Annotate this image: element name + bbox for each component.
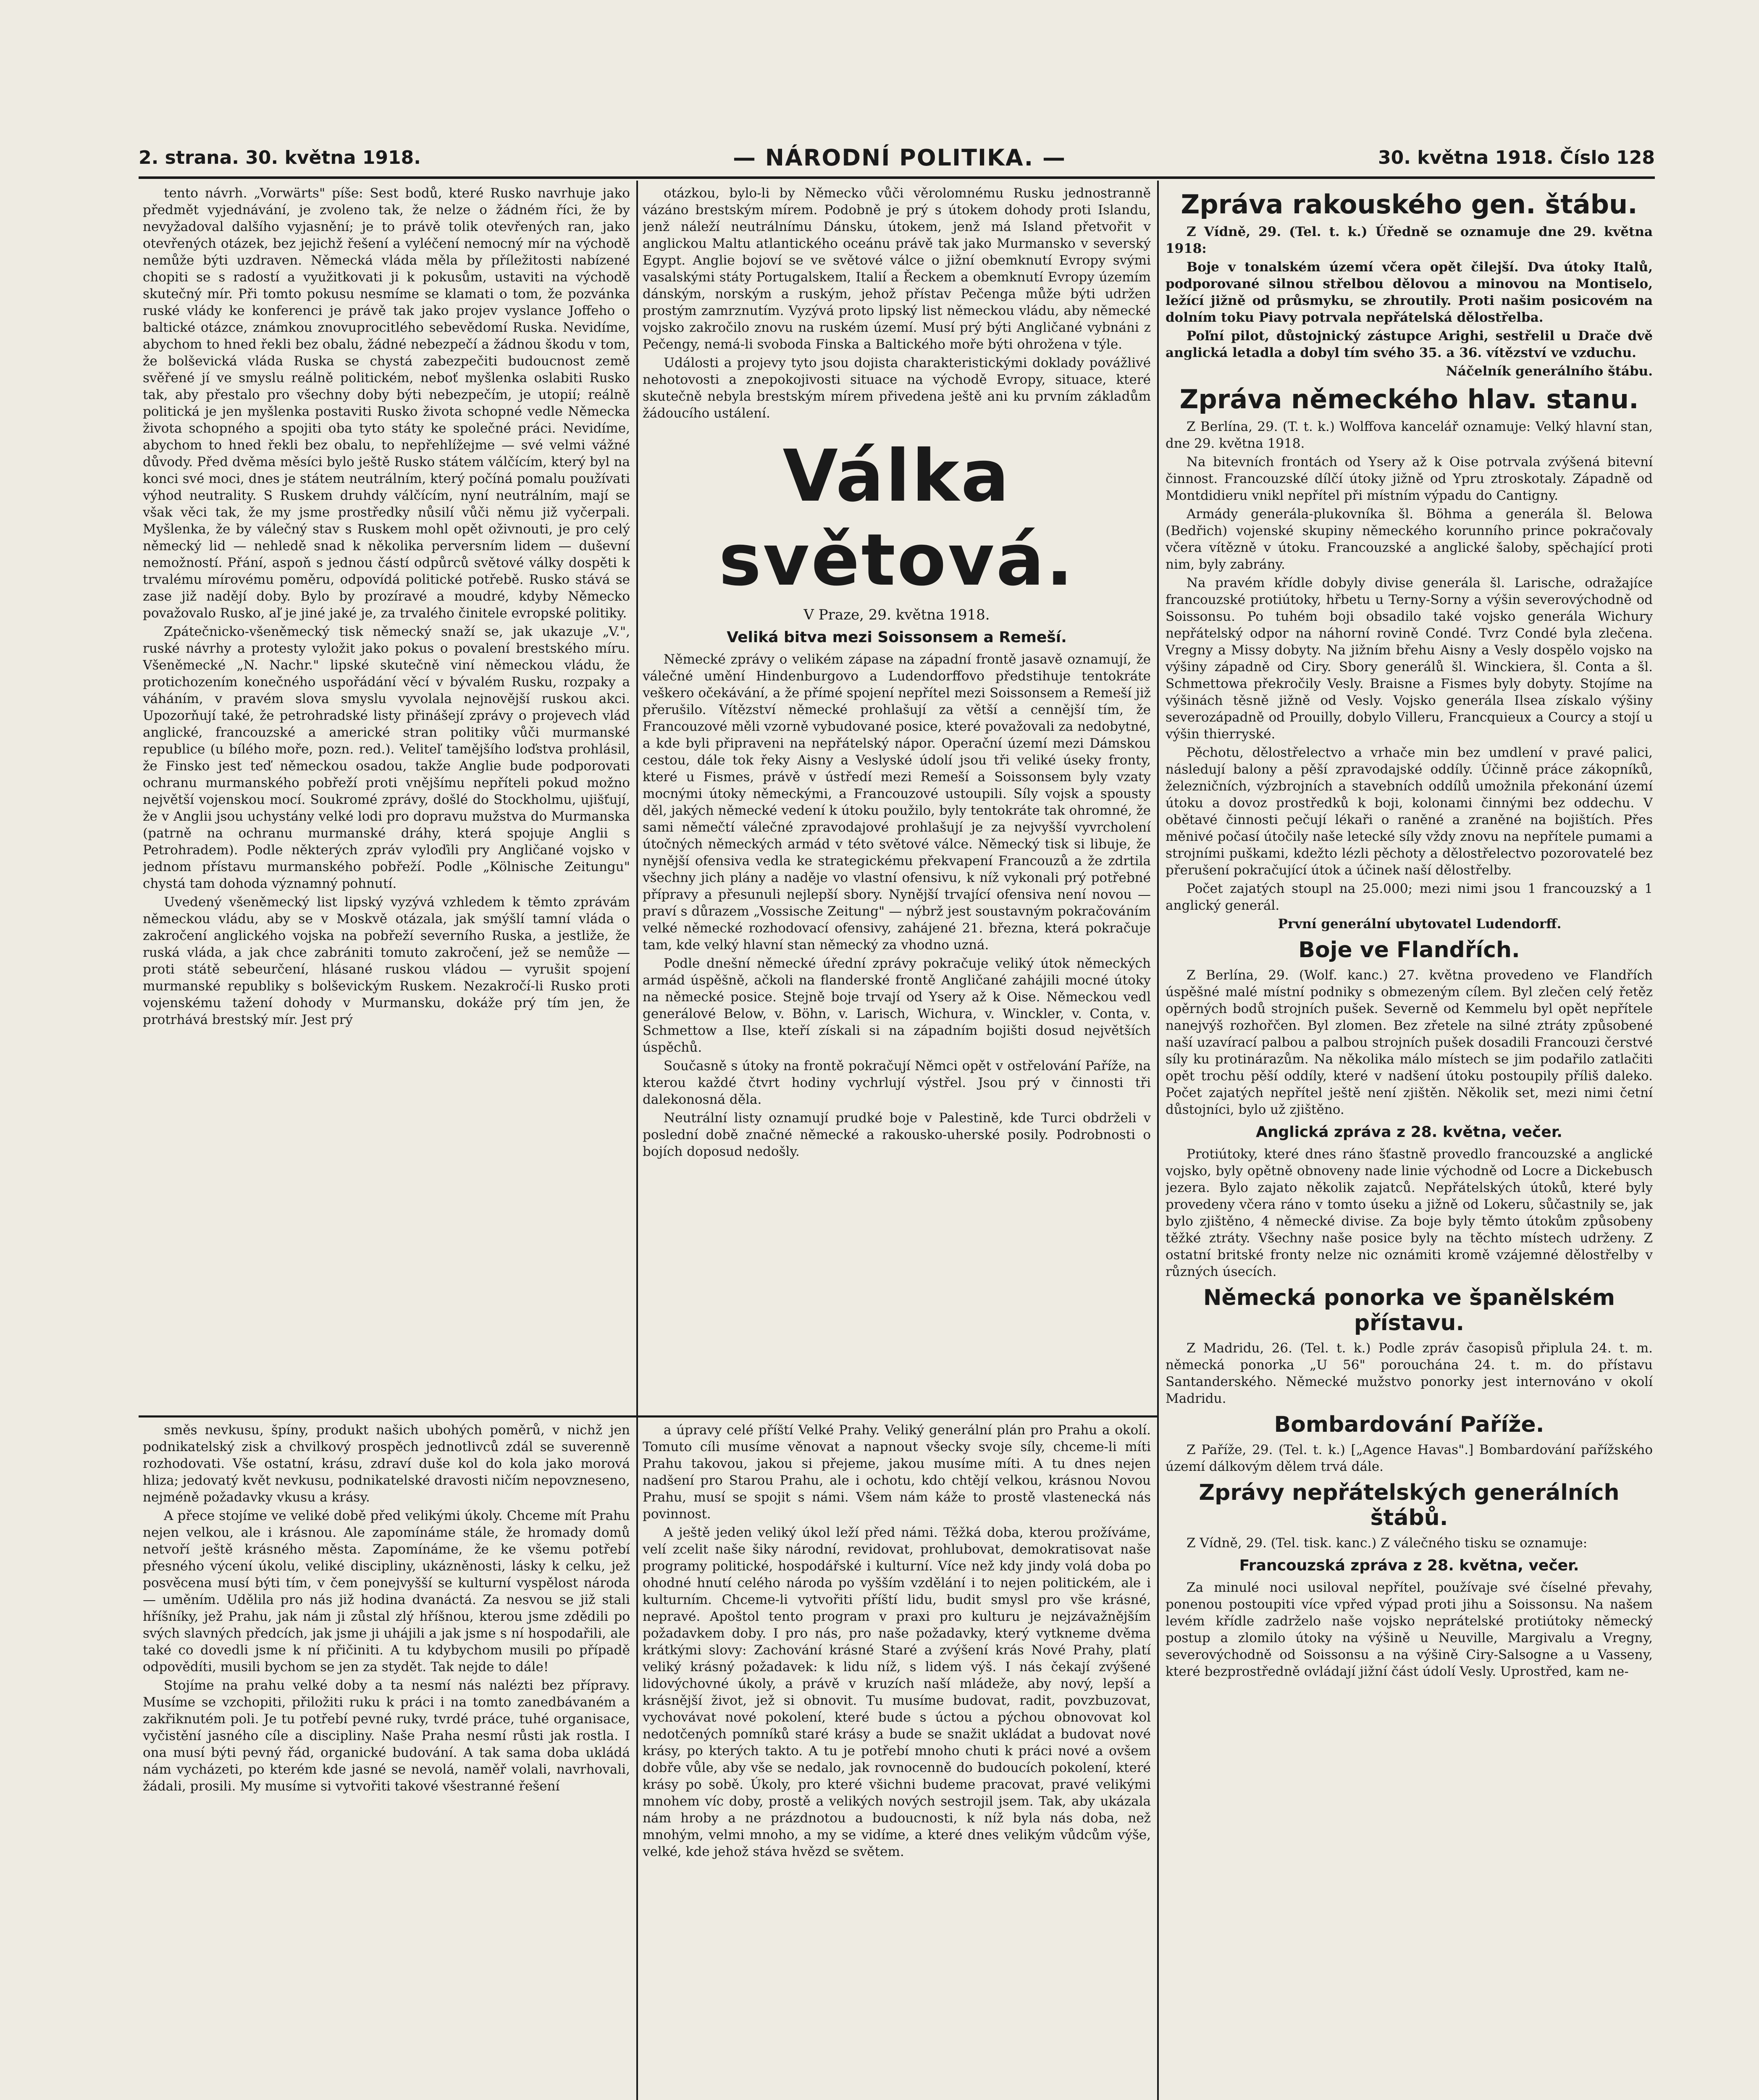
article-paragraph: A přece stojíme ve veliké době před velikými úkoly. Chceme mít Prahu nejen velkou, ale i krásnou. Ale zapomínáme stále, že hromady domů netvoří ještě krásného města. Zapomínáme, že ke všemu potřebí přesného výcení úkolu, veliké discipliny, ukázněnosti, lásky k celku, jež posvěcena musí býti tím, v čem ponejvyšší se kulturní vyspělost národa — uměním. Udělila pro nás již hodina dvanáctá. Za nesvou se již stali hříšníky, jež Prahu, jak nám ji zůstal zlý hříšnou, kterou jsme zdědili po svých slavných předcích, jak jsme ji uhájili a jak jsme s ní hospodařili, ale také co dovedli jsme k ní přičiniti. A tu kdybychom musili po případě odpovědíti, musili bychom se jen za stydět. Tak nejde to dále! — [143, 1508, 630, 1675]
heading-flanders: Boje ve Flandřích. — [1298, 937, 1520, 963]
heading-paris-bombardment: Bombardování Paříže. — [1274, 1412, 1544, 1437]
masthead-rule — [139, 176, 1655, 179]
masthead — [139, 139, 1655, 176]
war-section-title: Válka světová. — [719, 435, 1075, 602]
article-paragraph: otázkou, bylo-li by Německo vůči věrolomnému Rusku jednostranně vázáno brestským mírem. Podobně je prý s útokem dohody proti Islandu, jenž náleží neutrálnímu Dánsku, útokem, jenž má Island přetvořit v anglickou Maltu atlantického oceánu právě tak jako Murmansko v severský Egypt. Anglie bojoví se ve světové válce o jižní obemknutí Evropy svými vasalskými státy Portugalskem, Italií a Řeckem a obemknutí Evropy územím dánským, norským a ruským, jehož přístav Pečenga může býti udržen prostým zamrznutím. Vyzývá proto lipský list německou vládu, aby německé vojsko zakročilo znovu na ruském území. Musí prý býti Angličané vybnáni z Pečengy, nemá-li svoboda Finska a Baltického moře býti ohrožena v týle. — [643, 186, 1151, 352]
article-paragraph: Z Madridu, 26. (Tel. t. k.) Podle zpráv časopisů připlula 24. t. m. německá ponorka „U 56" porouchána 24. t. m. do přístavu Santanderského. Německé mužstvo ponorky jest internováno v okolí Madridu. — [1166, 1341, 1653, 1406]
section-divider — [139, 1415, 1157, 1418]
column-divider-1 — [636, 181, 638, 2100]
war-dateline: V Praze, 29. května 1918. — [803, 606, 990, 623]
article-paragraph: Z Berlína, 29. (T. t. k.) Wolffova kancelář oznamuje: Velký hlavní stan, dne 29. května 1918. — [1166, 419, 1653, 451]
heading-submarine: Německá ponorka ve španělském přístavu. — [1203, 1285, 1615, 1336]
article-paragraph: Zpátečnicko-všeněmecký tisk německý snaží se, jak ukazuje „V.", ruské návrhy a protesty vyložit jako pokus o povalení brestského míru. Všeněmecké „N. Nachr." lipské skutečně viní německou vládu, že protichozením konečného uspořádání věcí v bývalém Rusku, rozpaky a váháním, v pravém slova smyslu vyvolala nejnovější ruskou akci. Upozorňují také, že petrohradské listy přinášejí zprávy o projevech vlád anglické, francouzské a americké stran politiky vůči murmanské republice (u bílého moře, pozn. red.). Veliteľ tamějšího loďstva prohlásil, že Finsko jest teď německou osadou, takže Anglie bude podporovati ochranu murmanského pobřeží proti vnějšímu nepříteli pokud možno největší vojenskou mocí. Soukromé zprávy, došlé do Stockholmu, ujišťují, že v Anglii jsou uchystány velké lodi pro dopravu mužstva do Murmanska (patrně na ochranu murmanské dráhy, která spojuje Anglii s Petrohradem). Podle některých zpráv vyloďili pry Angličané vojsko v jednom přístavu murmanského pobřeží. Podle „Kölnische Zeitungu" chystá tam dohoda významný pohnutí. — [143, 624, 630, 891]
article-paragraph: Počet zajatých stoupl na 25.000; mezi nimi jsou 1 francouzský a 1 anglický generál. — [1166, 881, 1653, 913]
column-2-top — [643, 185, 1151, 1411]
article-paragraph: Z Berlína, 29. (Wolf. kanc.) 27. května provedeno ve Flandřích úspěšné malé místní podniky s obmezeným cílem. Byl zlečen celý řetěz opěrných bodů strojních pušek. Severně od Kemmelu byl opět nepřítele nanejvýš rozhořčen. Byl zlomen. Bez zřetele na silné ztráty způsobené naší uzavírací palbou a palbou strojních pušek dosadili Francouzi čerstvé síly ku protinárazům. Na několika málo místech se jim podařilo zatlačiti opět trochu pěší oddíly, které v nadšení útoku postoupily příliš daleko. Počet zajatých nepřítel ještě není zjištěn. Několik set, mezi nimi četní důstojníci, bylo už zjištěno. — [1166, 968, 1653, 1117]
article-paragraph: směs nevkusu, špíny, produkt našich ubohých poměrů, v nichž jen podnikatelský zisk a chvilkový prospěch jednotlivců zdál se suverenně rozhodovati. Vše ostatní, krásu, zdraví duše kol do kola jako morová hliza; jedovatý květ nevkusu, podnikatelské dravosti ničím nepovzneseno, nejméně požadavky vkusu a krásy. — [143, 1423, 630, 1505]
article-paragraph: Události a projevy tyto jsou dojista charakteristickými doklady povážlivé nehotovosti a znepokojivosti situace na východě Evropy, situace, které skutečně nebyla brestským mírem přivedena ještě ani ku prvním základům žádoucího ustálení. — [643, 355, 1151, 421]
masthead-date-right: 30. května 1918. Číslo 128 — [1378, 147, 1655, 168]
article-paragraph: Pěchotu, dělostřelectvo a vrhače min bez umdlení v pravé palici, následují balony a pěší zpravodajské oddíly. Účinně práce zákopníků, železničních, výzbrojních a stavebních oddílů umožnila překonání území útoku a dovoz prostředků k boji, kolonami činnými bez oddechu. V obětavé činnosti pečují lékaři o raněné a zraněné na bojištích. Přes měnivé počasí útočily naše letecké síly vždy znovu na nepřítele pumami a strojními puškami, kdežto lézli pěchoty a dělostřelectvo pozorovatelé bez přerušení pokračující útok a účinek naší dělostřelby. — [1166, 745, 1653, 878]
article-paragraph: Boje v tonalském území včera opět čilejší. Dva útoky Italů, podporované silnou střelbou dělovou a minovou na Montiselo, ležící jižně od průsmyku, se zhroutily. Proti našim posicovém na dolním toku Piavy potrvala nepřátelská dělostřelba. — [1166, 260, 1653, 325]
article-paragraph: Z Vídně, 29. (Tel. tisk. kanc.) Z válečného tisku se oznamuje: — [1187, 1536, 1588, 1551]
article-paragraph: a úpravy celé příští Velké Prahy. Veliký generální plán pro Prahu a okolí. Tomuto cíli musíme věnovat a napnout všecky svoje síly, chceme-li míti Prahu takovou, jakou si přejeme, jakou musíme míti. A tu dnes nejen nadšení pro Starou Prahu, ale i ochotu, kdo chtějí velkou, krásnou Novou Prahu, musí se spojit s námi. Všem nám káže to prostě vlastenecká nás povinnost. — [643, 1423, 1151, 1522]
article-paragraph: Poľní pilot, důstojnický zástupce Arighi, sestřelil u Drače dvě anglická letadla a dobyl tím svého 35. a 36. vítězství ve vzduchu. — [1166, 328, 1653, 360]
article-paragraph: Protiútoky, které dnes ráno šťastně provedlo francouzské a anglické vojsko, byly opětně obnoveny nade linie východně od Locre a Dickebusch jezera. Bylo zajato několik zajatců. Nepřátelských útoků, které byly provedeny včera ráno v tomto úseku a jižně od Lokeru, sůčastnily se, jak bylo zjištěno, 4 německé divise. Za boje byly těmto útokům způsobeny těžké ztráty. Všechny naše posice byly na těchto místech udrženy. Z ostatní britské fronty nelze nic oznámiti kromě vzájemné dělostřelby v různých úsecích. — [1166, 1147, 1653, 1279]
heading-enemy-staffs: Zprávy nepřátelských generálních štábů. — [1199, 1480, 1620, 1530]
article-paragraph: Z Vídně, 29. (Tel. t. k.) Úředně se oznamuje dne 29. května 1918: — [1166, 224, 1653, 256]
signature: Náčelník generálního štábu. — [1446, 364, 1653, 379]
article-paragraph: Podle dnešní německé úřední zprávy pokračuje veliký útok německých armád úspěšně, ačkoli na flanderské frontě Angličané zahájili mocné útoky na německé posice. Stejně boje trvají od Ysery až k Oise. Německou vedl generálové Below, v. Böhn, v. Larisch, Wichura, v. Winckler, v. Conta, v. Schmettow a Ilse, kteří získali si na západním bojišti dosud největších úspěchů. — [643, 956, 1151, 1055]
article-paragraph: Současně s útoky na frontě pokračují Němci opět v ostřelování Paříže, na kterou každé čtvrt hodiny vychrlují výstřel. Jsou prý v činnosti tři dalekonosná děla. — [643, 1058, 1151, 1107]
article-paragraph: Uvedený všeněmecký list lipský vyzývá vzhledem k těmto zprávám německou vládu, aby se v Moskvě otázala, jak smýšlí tamní vláda o zakročení anglického vojska na pobřeží severního Ruska, a jestliže, že ruská vláda, a jak chce zabrániti tomuto zakročení, jež se nemůže — proti státě sebeurčení, hlásané ruskou vládou — vyrušit spojení murmanské republiky s bolševickým Ruskem. Nezakročí-li Rusko proti vojenskému tažení dohody v Murmansku, dokáže prý tím jen, že protrhává brestský mír. Jest prý — [143, 895, 630, 1027]
article-paragraph: Německé zprávy o velikém zápase na západní frontě jasavě oznamují, že válečné umění Hindenburgovo a Ludendorffovo předstihuje tentokráte veškero očekávání, a že přímé spojení nepřítel mezi Soissonsem a Remeší již přerušilo. Vítězství německé prohlašují za větší a cennější tím, že Francouzové měli vzorně vybudované posice, které považovali za nedobytné, a kde byli připraveni na nepřátelský nápor. Operační území mezi Dámskou cestou, dále tok řeky Aisny a Veslyské údolí jsou tři veliké úseky fronty, které u Fismes, právě v ústředí mezi Remeší a Soissonsem byly vzaty mocnými útoky německými, a Francouzové ustoupili. Síly vojsk a spousty děl, jakých německé vedení k útoku použilo, byly tentokráte tak ohromné, že sami němečtí válečné zpravodajové prohlašují je za nejvyšší vyvrcholení útočných německých armád v této světové válce. Německý tisk si libuje, že nynější ofensiva vedla ke strategickému překvapení Francouzů a že zdrtila všechny jich plány a naděje vo vlastní ofensivu, k níž vykonali prý potřebné přípravy a přesunuli nejlepší sbory. Nynější trvající ofensiva není novou — praví s důrazem „Vossische Zeitung" — nýbrž jest soustavným pokračováním velké německé rozhodovací ofensivy, zahájené 21. března, která pokračuje tam, kde velký hlavní stan německý za vhodno uzná. — [643, 652, 1151, 953]
article-paragraph: Stojíme na prahu velké doby a ta nesmí nás nalézti bez přípravy. Musíme se vzchopiti, přiložiti ruku k práci i na tomto zanedbávaném a zakřiknutém poli. Je tu potřebí pevné ruky, tvrdé práce, tuhé organisace, vyčistění jasného cíle a discipliny. Naše Praha nesmí růsti jak rostla. I ona musí býti pevný řád, organické budování. A tak sama doba ukládá nám vycházeti, po kterém kde jasné se nevolá, naměř volali, navrhovali, žádali, prosili. My musíme si vytvořiti takové všestranné řešení — [143, 1678, 630, 1794]
column-1-bottom — [143, 1422, 630, 2100]
article-paragraph: tento návrh. „Vorwärts" píše: Sest bodů, které Rusko navrhuje jako předmět vyjednávání, je zvoleno tak, že nelze o žádném říci, že by nevyžadoval dalšího vyjasnění; je to právě tolik otevřených ran, jako otevřených otázek, bez jejichž řešení a vyléčení nemocný mír na východě nemůže býti uzdraven. Německá vláda měla by příležitosti nabízené chopiti se s radostí a využitkovati ji k pokusům, ustaviti na východě skutečný mír. Při tomto pokusu nesmíme se klamati o tom, že pozvánka ruské vlády ke konferenci je právě tak jako projev vyslance Joffeho o baltické otázce, známkou znovuprocitlého sebevědomí Ruska. Nevidíme, abychom to hned řekli bez obalu, žádné nebezpečí a žádnou škodu v tom, že bolševická vláda Ruska se chystá zabezpečiti budoucnost země svěřené jí ve smyslu reálně politickém, neboť myšlenka oslabiti Rusko tak, aby přestalo pro všechny doby býti nebezpečím, je utopií; reálně politická je jen myšlenka postaviti Rusko života schopné vedle Německa života schopného a spojiti oba tyto státy ke společné práci. Nevidíme, abychom to hned řekli bez obalu, to nepřehlížejme — své velmi vážné důvody. Před dvěma měsíci bylo ještě Rusko státem válčícím, který byl na konci své moci, dnes je státem neutrálním, který počíná pomalu používati výhod neutrality. S Ruskem druhdy válčícím, nyní neutrálním, mají se však věci tak, že my jsme prostředky nůsilí vůči němu již vyčerpali. Myšlenka, že by válečný stav s Ruskem mohl opět oživnouti, je pro celý německý lid — nehledě snad k několika perversním lidem — duševní nemožností. Přání, aspoň s jednou částí odpůrců světové války dospěti k trvalému mírovému poměru, odpovídá politické potřebě. Rusko stává se zase již nadějí doby. Bylo by prozíravé a moudré, kdyby Německo považovalo Rusko, aľ je jiné jaké je, za trvalého činitele evropské politiky. — [143, 186, 630, 621]
article-paragraph: A ještě jeden veliký úkol leží před námi. Těžká doba, kterou prožíváme, velí zcelit naše šiky národní, revidovat, prohlubovat, demokratisovat naše programy politické, hospodářské i kulturní. Více než kdy jindy volá doba po ohodné hnutí celého národa po vyšším vzdělání i to nejen politickém, ale i kulturním. Chceme-li vytvořiti příští lidu, budit smysl pro vše krásné, nepravé. Apoštol tento program v praxi pro kulturu je nejzávažnějším požadavkem doby. I pro nás, pro naše požadavky, který vytkneme dvěma krátkými slovy: Zachování krásné Staré a zvýšení krás Nové Prahy, platí veliký krásný požadavek: k lidu níž, s lidem výš. I nás čekají zvýšené lidovýchovné úkoly, a právě v kruzích naší mládeže, aby nový, lepší a krásnější život, jež si obnovit. Tu musíme budovat, radit, povzbuzovat, vychovávat nové pokolení, které bude s úctou a pýchou obnovovat kol nedotčených pomníků staré krásy a bude se snažit ukládat a budovat nové krásy, po kterých takto. A tu je potřebí mnoho chuti k práci nové a ovšem dobře vůle, aby vše se nedalo, jak rovnocenně do budoucích pokolení, které krásy po sobě. Úkoly, pro které všichni budeme pracovat, pravé velikými mnohem víc doby, prostě a velikých nových sestrojil jsem. Tak, aby ukázala nám hroby a ne prázdnotou a budoucnosti, k níž byla nás doba, než mnohým, velmi mnoho, a my se vidíme, a které dnes velikým vůdcům výše, velké, kde jehož stáva hvězd se světem. — [643, 1525, 1151, 1859]
column-2-bottom — [643, 1422, 1151, 2100]
article-paragraph: Na bitevních frontách od Ysery až k Oise potrvala zvýšená bitevní činnost. Francouzské dílčí útoky jižně od Ypru ztroskotaly. Západně od Montdidieru vnikl nepřítel při místním výpadu do Cantigny. — [1166, 454, 1653, 503]
article-paragraph: Za minulé noci usiloval nepřítel, používaje své číselné převahy, ponenou postoupiti více vpřed výpad proti jihu a Soissonsu. Na našem levém křídle zadrželo naše vojsko neprátelské protiútoky německý postup a zlomilo útoky na výšině u Neuville, Margivalu a Vregny, severovýchodně od Soissonsu a na výšině Ciry-Salsogne a u Vasseny, které bezprostředně ovládají jižní část údolí Vesly. Uprostřed, kam ne- — [1166, 1580, 1653, 1679]
signature: První generální ubytovatel Ludendorff. — [1278, 916, 1562, 932]
war-subhead: Veliká bitva mezi Soissonsem a Remeší. — [727, 629, 1067, 646]
heading-austrian-report: Zpráva rakouského gen. štábu. — [1181, 189, 1638, 220]
column-divider-2 — [1157, 181, 1159, 2100]
article-paragraph: Z Paříže, 29. (Tel. t. k.) [„Agence Havas".] Bombardování pařížského území dálkovým dělem trvá dále. — [1166, 1442, 1653, 1474]
heading-french-report: Francouzská zpráva z 28. května, večer. — [1239, 1557, 1579, 1574]
article-paragraph: Neutrální listy oznamují prudké boje v Palestině, kde Turci obdrželi v poslední době značné německé a rakousko-uherské posily. Podrobnosti o bojích doposud nedošly. — [643, 1110, 1151, 1159]
column-1-top — [143, 185, 630, 1411]
article-paragraph: Na pravém křídle dobyly divise generála šl. Larische, odražajíce francouzské protiútoky, hřbetu u Terny-Sorny a výšin severovýchodně od Soissonsu. Po tuhém boji obsadilo také vojsko generála Wichury nepřátelský odpor na náhorní rovině Condé. Tvrz Condé byla zlečena. Vregny a Missy dobyty. Na jižním břehu Aisny a Vesly dospělo vojsko na výšiny západně od Ciry. Sbory generálů šl. Winckiera, šl. Conta a šl. Schmettowa překročily Vesly. Braisne a Fismes byly dobyty. Stojíme na výšinách těsně jižně od Vesly. Vojsko generála Ilsea získalo výšiny severozápadně od Prouilly, dobylo Villeru, Francquieux a Courcy a stojí u výšin thierryské. — [1166, 575, 1653, 742]
heading-english-report: Anglická zpráva z 28. května, večer. — [1255, 1124, 1562, 1141]
column-3 — [1166, 185, 1653, 2100]
masthead-title: — NÁRODNÍ POLITIKA. — — [732, 144, 1066, 171]
heading-german-report: Zpráva německého hlav. stanu. — [1179, 384, 1639, 415]
masthead-date-left: 2. strana. 30. května 1918. — [139, 147, 421, 168]
article-paragraph: Armády generála-plukovníka šl. Böhma a generála šl. Belowa (Bedřich) vojenské skupiny německého korunního prince pokračovaly včera vítězně v útoku. Francouzské a anglické šaloby, spěchající proti nim, byly zabrány. — [1166, 507, 1653, 572]
